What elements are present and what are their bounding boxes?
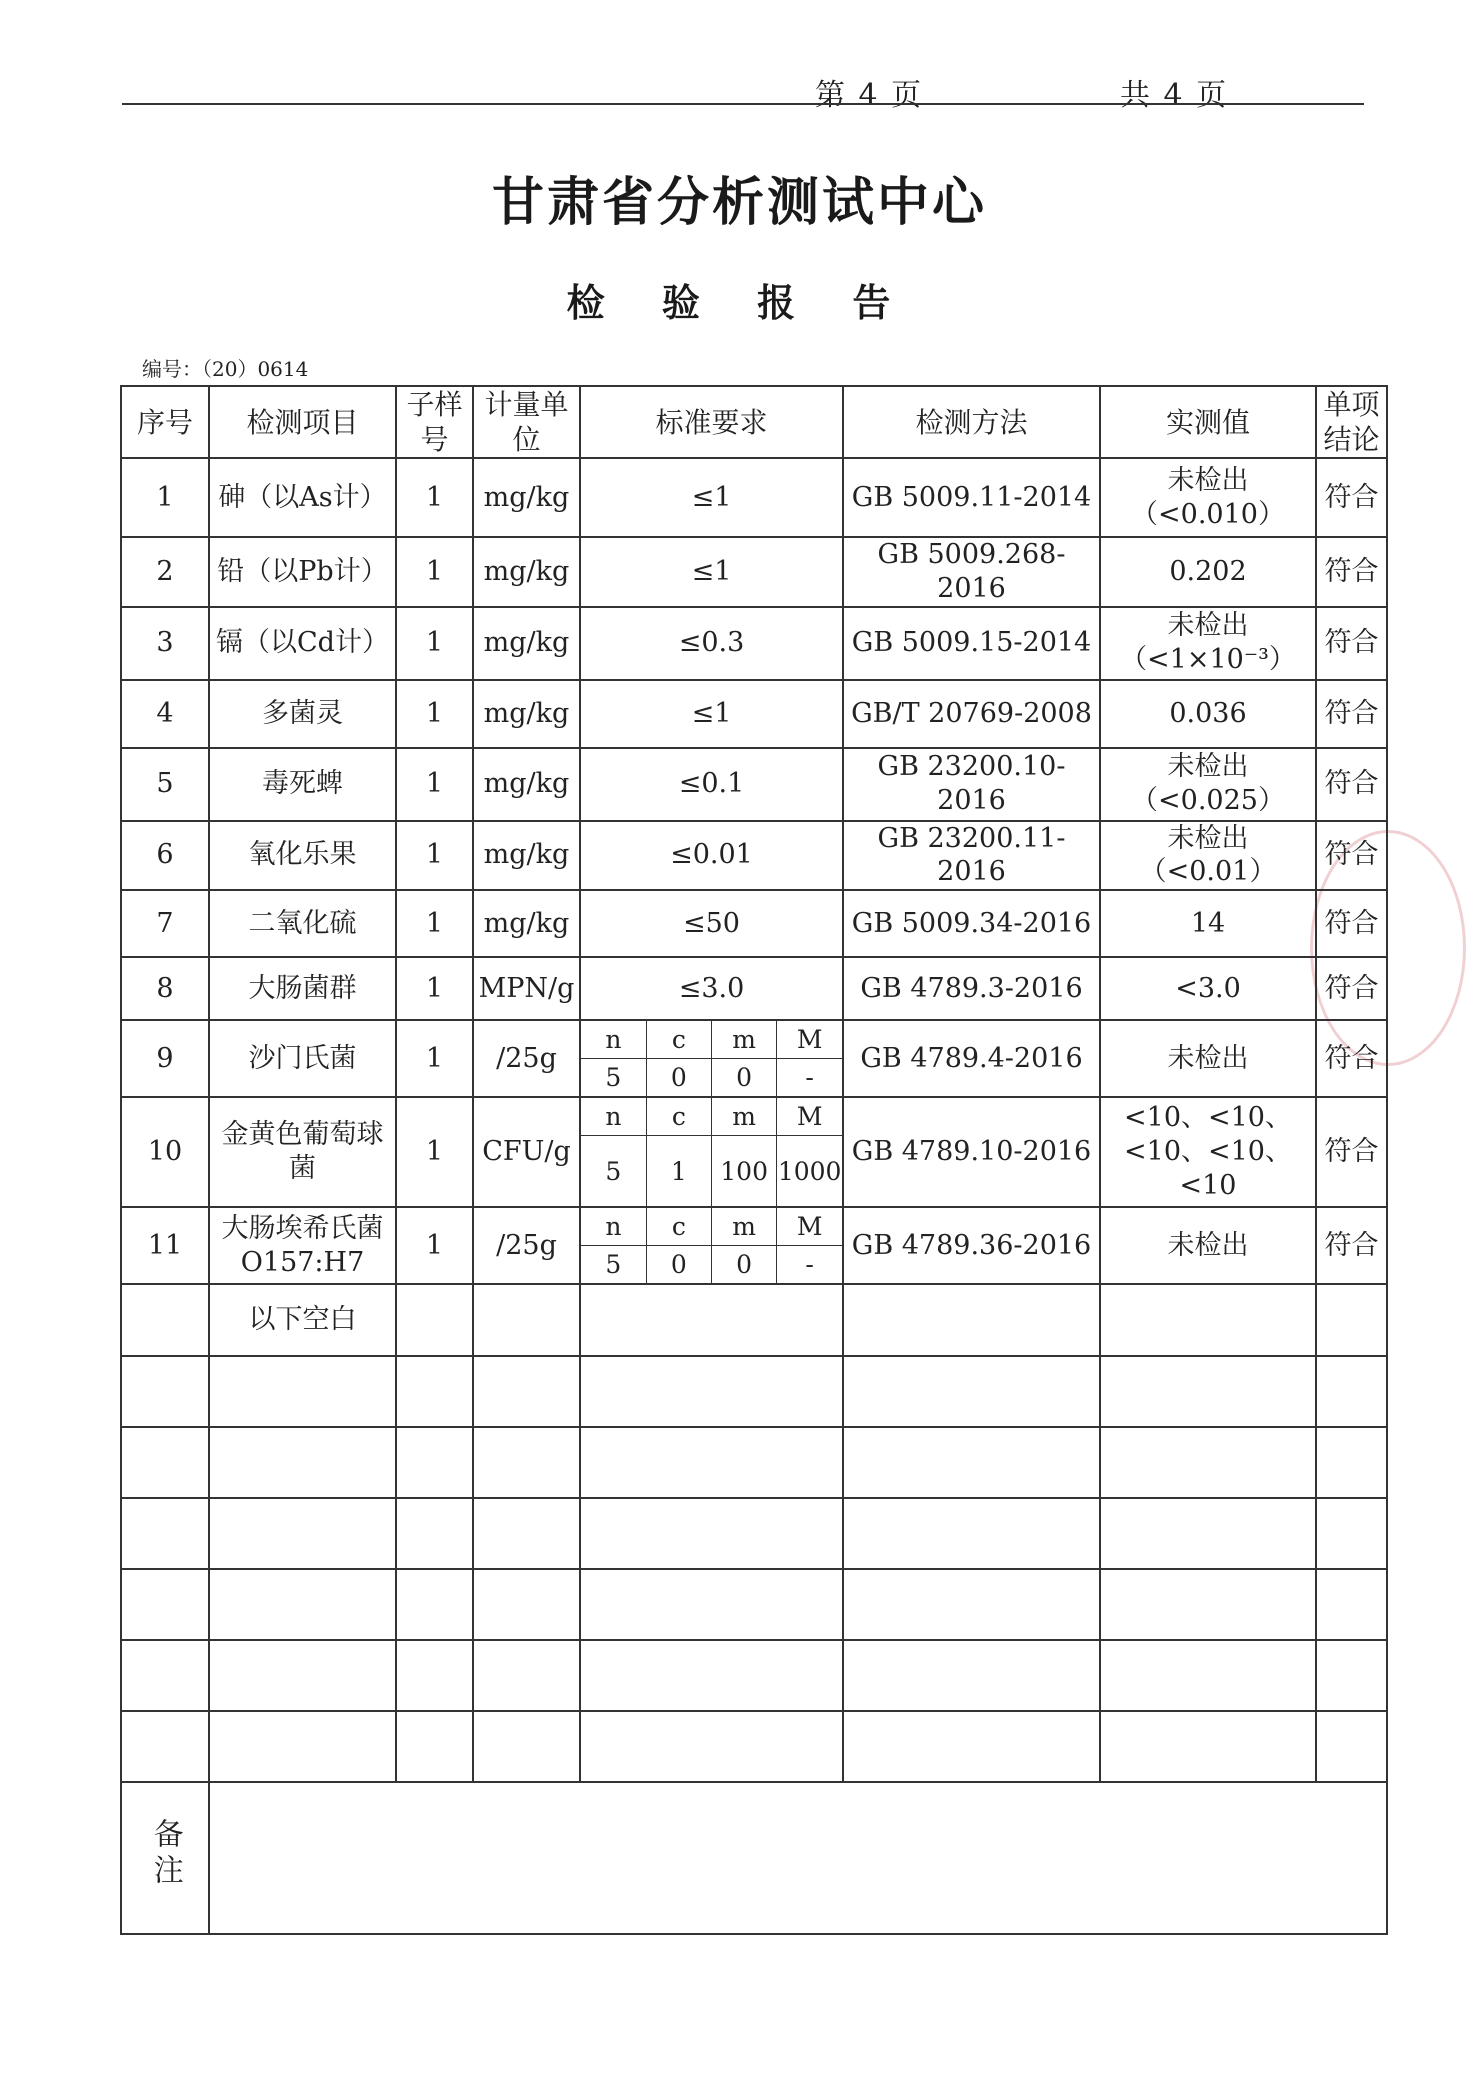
plan-header-M: M	[777, 1098, 842, 1136]
value-line: 未检出	[1167, 1229, 1249, 1261]
item-line: 金黄色葡萄球	[221, 1119, 384, 1151]
value-line: 未检出	[1167, 464, 1249, 496]
cell-unit: /25g	[473, 1207, 580, 1284]
page-info-current: 第 4 页	[815, 78, 924, 113]
cell-std: ≤3.0	[580, 957, 843, 1020]
cell-value	[1100, 748, 1316, 821]
cell-std: ≤0.3	[580, 607, 843, 680]
cell-item: 二氧化硫	[209, 890, 396, 957]
header-unit: 计量单位	[473, 386, 580, 458]
sampling-plan	[581, 1021, 842, 1096]
cell-item	[209, 1097, 396, 1207]
header-seq: 序号	[121, 386, 209, 458]
cell-sub: 1	[396, 957, 473, 1020]
plan-header-c: c	[646, 1021, 711, 1059]
cell-conclusion: 符合	[1316, 748, 1387, 821]
remarks-row	[121, 1782, 1387, 1934]
cell-value	[1100, 821, 1316, 891]
cell-conclusion: 符合	[1316, 607, 1387, 680]
cell-seq: 9	[121, 1020, 209, 1097]
cell-method: GB/T 20769-2008	[843, 680, 1100, 748]
cell-value	[1100, 607, 1316, 680]
value-line: <3.0	[1175, 972, 1241, 1004]
blank-note-row	[121, 1284, 1387, 1356]
blank-note: 以下空白	[209, 1284, 396, 1356]
header-rule	[122, 103, 1364, 105]
cell-unit: mg/kg	[473, 607, 580, 680]
cell-conclusion: 符合	[1316, 537, 1387, 607]
cell-seq: 5	[121, 748, 209, 821]
cell-std: ≤1	[580, 537, 843, 607]
cell-sub: 1	[396, 821, 473, 891]
cell-item: 铅（以Pb计）	[209, 537, 396, 607]
plan-value-n: 5	[581, 1136, 646, 1206]
table-row	[121, 458, 1387, 537]
table-row	[121, 821, 1387, 891]
cell-unit: /25g	[473, 1020, 580, 1097]
header-measured: 实测值	[1100, 386, 1316, 458]
cell-sub: 1	[396, 680, 473, 748]
cell-value	[1100, 1020, 1316, 1097]
cell-unit: mg/kg	[473, 890, 580, 957]
cell-seq: 1	[121, 458, 209, 537]
item-line: 大肠埃希氏菌	[221, 1212, 384, 1244]
cell-sub: 1	[396, 607, 473, 680]
plan-header-c: c	[646, 1098, 711, 1136]
table-header-row	[121, 386, 1387, 458]
cell-value	[1100, 458, 1316, 537]
cell-item: 镉（以Cd计）	[209, 607, 396, 680]
cell-conclusion: 符合	[1316, 458, 1387, 537]
plan-header-n: n	[581, 1098, 646, 1136]
cell-item: 砷（以As计）	[209, 458, 396, 537]
value-line: 未检出	[1167, 1042, 1249, 1074]
cell-item: 毒死蜱	[209, 748, 396, 821]
value-line: 未检出	[1167, 610, 1249, 642]
cell-method: GB 4789.36-2016	[843, 1207, 1100, 1284]
sampling-plan	[581, 1098, 842, 1206]
plan-value-c: 0	[646, 1059, 711, 1097]
plan-value-m: 100	[712, 1136, 777, 1206]
cell-value	[1100, 537, 1316, 607]
cell-std-sampling	[580, 1097, 843, 1207]
value-line: （<0.010）	[1131, 498, 1285, 530]
header-item: 检测项目	[209, 386, 396, 458]
cell-method: GB 23200.10-2016	[843, 748, 1100, 821]
plan-value-c: 1	[646, 1136, 711, 1206]
cell-value	[1100, 890, 1316, 957]
cell-item	[209, 1020, 396, 1097]
plan-header-m: m	[712, 1021, 777, 1059]
cell-conclusion: 符合	[1316, 821, 1387, 891]
cell-item: 氧化乐果	[209, 821, 396, 891]
cell-std: ≤0.1	[580, 748, 843, 821]
plan-header-m: m	[712, 1208, 777, 1246]
cell-conclusion: 符合	[1316, 1020, 1387, 1097]
remarks-label: 备注	[121, 1782, 209, 1934]
cell-std: ≤0.01	[580, 821, 843, 891]
empty-row	[121, 1711, 1387, 1782]
value-line: （<0.025）	[1131, 785, 1285, 816]
plan-value-M: -	[777, 1059, 842, 1097]
header-standard: 标准要求	[580, 386, 843, 458]
empty-row	[121, 1640, 1387, 1711]
cell-std: ≤1	[580, 458, 843, 537]
cell-sub: 1	[396, 537, 473, 607]
table-row	[121, 537, 1387, 607]
item-line: 菌	[289, 1153, 316, 1184]
table-row	[121, 607, 1387, 680]
plan-header-m: m	[712, 1098, 777, 1136]
plan-header-c: c	[646, 1208, 711, 1246]
plan-header-n: n	[581, 1021, 646, 1059]
cell-sub: 1	[396, 890, 473, 957]
plan-value-n: 5	[581, 1246, 646, 1284]
header-method: 检测方法	[843, 386, 1100, 458]
cell-conclusion: 符合	[1316, 957, 1387, 1020]
cell-seq: 2	[121, 537, 209, 607]
remarks-content	[209, 1782, 1387, 1934]
cell-std: ≤50	[580, 890, 843, 957]
cell-sub: 1	[396, 458, 473, 537]
cell-method: GB 5009.34-2016	[843, 890, 1100, 957]
plan-header-M: M	[777, 1208, 842, 1246]
cell-value	[1100, 1207, 1316, 1284]
cell-seq: 4	[121, 680, 209, 748]
cell-sub: 1	[396, 1020, 473, 1097]
empty-row	[121, 1498, 1387, 1569]
value-line: 0.202	[1169, 555, 1247, 587]
cell-std: ≤1	[580, 680, 843, 748]
cell-method: GB 4789.3-2016	[843, 957, 1100, 1020]
cell-method: GB 5009.11-2014	[843, 458, 1100, 537]
value-line: （<0.01）	[1139, 856, 1277, 888]
cell-value	[1100, 957, 1316, 1020]
empty-row	[121, 1356, 1387, 1427]
cell-conclusion: 符合	[1316, 890, 1387, 957]
table-row	[121, 957, 1387, 1020]
value-line: 14	[1190, 907, 1226, 939]
empty-row	[121, 1427, 1387, 1498]
cell-method: GB 23200.11-2016	[843, 821, 1100, 891]
cell-method: GB 5009.268-2016	[843, 537, 1100, 607]
value-line: （<1×10⁻³）	[1120, 644, 1296, 675]
cell-item: 大肠菌群	[209, 957, 396, 1020]
cell-unit: MPN/g	[473, 957, 580, 1020]
cell-method: GB 4789.4-2016	[843, 1020, 1100, 1097]
report-serial: 编号：（20）0614	[142, 357, 309, 381]
item-line: 沙门氏菌	[248, 1042, 357, 1074]
cell-std-sampling	[580, 1020, 843, 1097]
empty-row	[121, 1569, 1387, 1640]
cell-value	[1100, 1097, 1316, 1207]
header-conclusion: 单项结论	[1316, 386, 1387, 458]
cell-conclusion: 符合	[1316, 1097, 1387, 1207]
value-line: <10、<10、	[1124, 1136, 1292, 1168]
cell-value	[1100, 680, 1316, 748]
value-line: 未检出	[1167, 822, 1249, 854]
value-line: <10、<10、	[1124, 1102, 1292, 1134]
cell-unit: mg/kg	[473, 748, 580, 821]
plan-value-M: 1000	[777, 1136, 842, 1206]
cell-unit: mg/kg	[473, 458, 580, 537]
item-line: O157:H7	[240, 1246, 365, 1278]
org-title: 甘肃省分析测试中心	[491, 173, 987, 233]
results-table	[120, 385, 1388, 1935]
cell-sub: 1	[396, 1097, 473, 1207]
cell-item: 多菌灵	[209, 680, 396, 748]
cell-unit: CFU/g	[473, 1097, 580, 1207]
cell-seq: 8	[121, 957, 209, 1020]
plan-value-M: -	[777, 1246, 842, 1284]
cell-seq: 6	[121, 821, 209, 891]
table-row	[121, 890, 1387, 957]
plan-value-m: 0	[712, 1059, 777, 1097]
value-line: 0.036	[1169, 697, 1247, 729]
table-row-micro	[121, 1020, 1387, 1097]
plan-value-n: 5	[581, 1059, 646, 1097]
cell-seq: 10	[121, 1097, 209, 1207]
value-line: <10	[1179, 1169, 1237, 1201]
cell-unit: mg/kg	[473, 680, 580, 748]
plan-header-M: M	[777, 1021, 842, 1059]
header-subsample: 子样号	[396, 386, 473, 458]
cell-sub: 1	[396, 748, 473, 821]
cell-seq: 7	[121, 890, 209, 957]
report-title: 检 验 报 告	[566, 281, 913, 325]
cell-conclusion: 符合	[1316, 1207, 1387, 1284]
plan-value-c: 0	[646, 1246, 711, 1284]
cell-conclusion: 符合	[1316, 680, 1387, 748]
plan-value-m: 0	[712, 1246, 777, 1284]
cell-method: GB 5009.15-2014	[843, 607, 1100, 680]
page-info-total: 共 4 页	[1120, 78, 1229, 113]
cell-item	[209, 1207, 396, 1284]
sampling-plan	[581, 1208, 842, 1283]
cell-unit: mg/kg	[473, 537, 580, 607]
table-row-micro	[121, 1097, 1387, 1207]
plan-header-n: n	[581, 1208, 646, 1246]
cell-sub: 1	[396, 1207, 473, 1284]
table-row	[121, 680, 1387, 748]
cell-unit: mg/kg	[473, 821, 580, 891]
cell-std-sampling	[580, 1207, 843, 1284]
value-line: 未检出	[1167, 751, 1249, 783]
table-row	[121, 748, 1387, 821]
cell-method: GB 4789.10-2016	[843, 1097, 1100, 1207]
table-row-micro	[121, 1207, 1387, 1284]
cell-seq: 3	[121, 607, 209, 680]
cell-seq: 11	[121, 1207, 209, 1284]
